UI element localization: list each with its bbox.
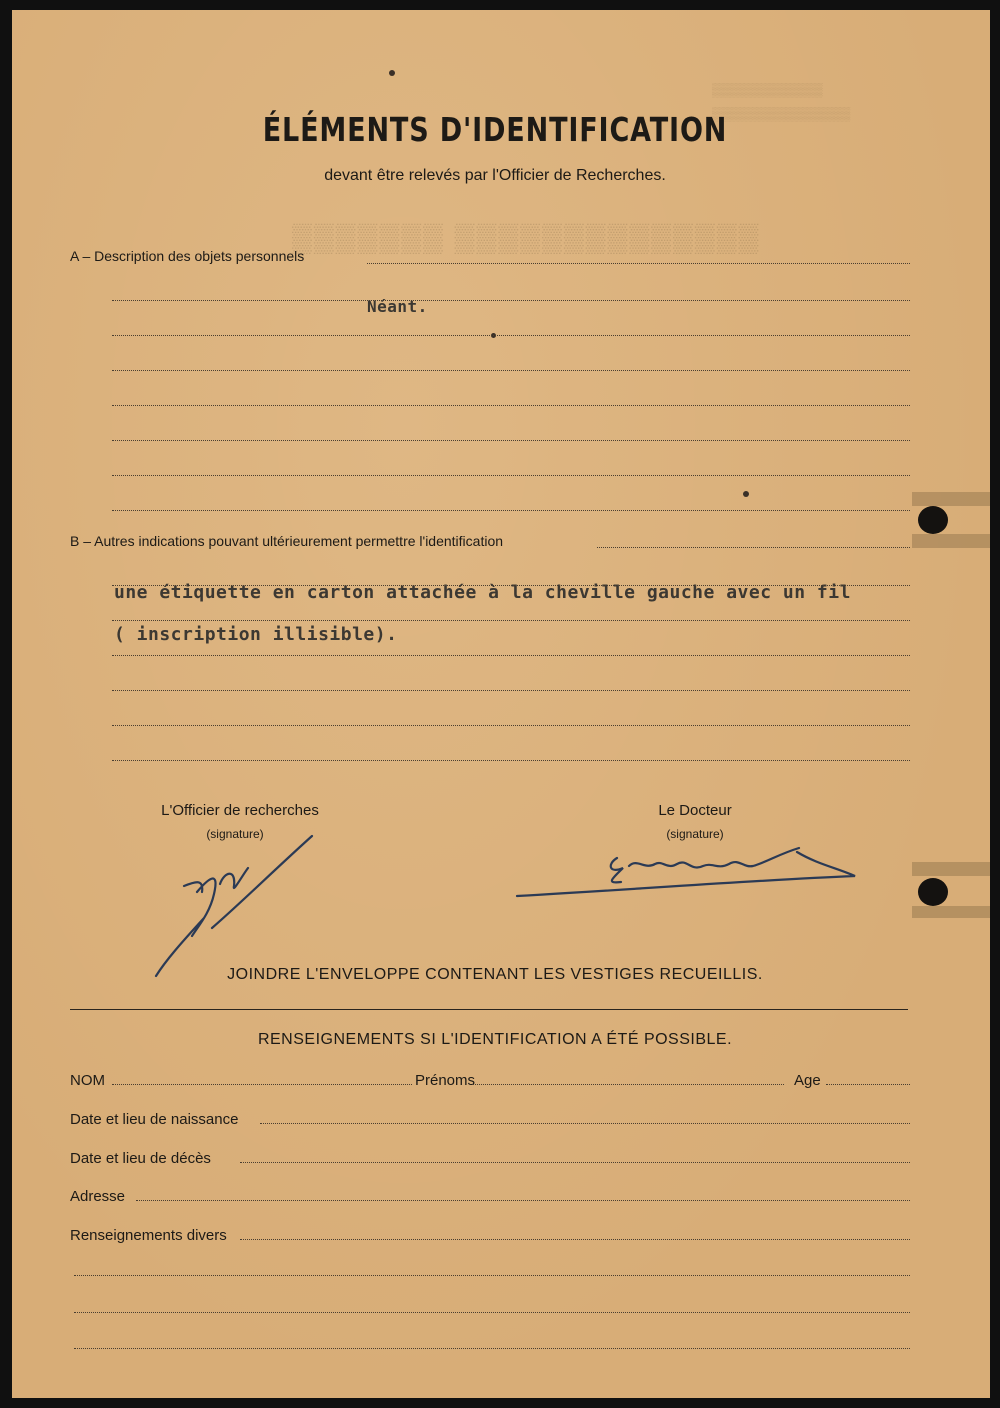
section-a-line xyxy=(112,440,910,441)
section-a-line xyxy=(112,335,910,336)
birth-label: Date et lieu de naissance xyxy=(70,1111,239,1128)
ink-speck xyxy=(389,70,395,76)
enclosure-instruction: JOINDRE L'ENVELOPPE CONTENANT LES VESTIGES RECUEILLIS. xyxy=(227,966,763,983)
tape-strip xyxy=(912,862,990,876)
section-a-line xyxy=(112,510,910,511)
prenoms-line xyxy=(472,1084,784,1085)
misc-line xyxy=(74,1348,910,1349)
bleed-through-text: ▒▒▒▒▒▒▒▒▒▒▒▒▒▒▒ xyxy=(712,106,851,121)
address-label: Adresse xyxy=(70,1188,126,1205)
misc-line xyxy=(74,1275,910,1276)
section-a-label: A – Description des objets personnels xyxy=(70,248,305,264)
section-a-typed-entry: Néant. xyxy=(367,297,428,316)
misc-line xyxy=(240,1239,910,1240)
nom-line xyxy=(112,1084,412,1085)
death-line xyxy=(240,1162,910,1163)
officer-signature-note: (signature) xyxy=(206,827,264,841)
misc-label: Renseignements divers xyxy=(70,1227,227,1244)
officer-caption: L'Officier de recherches xyxy=(161,802,319,819)
identification-form xyxy=(12,10,990,1398)
section-b-line xyxy=(112,655,910,656)
section-b-typed-line-2: ( inscription illisible). xyxy=(114,624,398,645)
section-b-label: B – Autres indications pouvant ultérieurement permettre l'identification xyxy=(70,533,504,549)
bleed-through-text: ▒▒▒▒▒▒▒ ▒▒▒▒▒▒▒▒▒▒▒▒▒▒ xyxy=(292,222,761,253)
section-a-line xyxy=(367,263,910,264)
age-label: Age xyxy=(794,1072,821,1089)
birth-line xyxy=(260,1123,910,1124)
tape-strip xyxy=(912,906,990,918)
punch-hole xyxy=(918,878,948,906)
tape-strip xyxy=(912,534,990,548)
section-divider xyxy=(70,1009,908,1010)
identification-info-heading: RENSEIGNEMENTS SI L'IDENTIFICATION A ÉTÉ POSSIBLE. xyxy=(257,1031,733,1048)
section-a-line xyxy=(112,475,910,476)
doctor-signature xyxy=(517,844,877,914)
death-label: Date et lieu de décès xyxy=(70,1150,211,1167)
section-b-line xyxy=(112,620,910,621)
doctor-caption: Le Docteur xyxy=(658,802,732,819)
section-b-line xyxy=(597,547,910,548)
ink-speck xyxy=(743,491,749,497)
punch-hole xyxy=(918,506,948,534)
page-subtitle: devant être relevés par l'Officier de Recherches. xyxy=(324,167,666,184)
age-line xyxy=(826,1084,910,1085)
misc-line xyxy=(74,1312,910,1313)
section-b-line xyxy=(112,760,910,761)
bleed-through-text: ▒▒▒▒▒▒▒▒▒▒▒▒ xyxy=(712,82,823,97)
section-b-typed-line-1: une étiquette en carton attachée à la cheville gauche avec un fil xyxy=(114,582,851,603)
officer-signature xyxy=(152,832,352,972)
section-a-line xyxy=(112,405,910,406)
prenoms-label: Prénoms xyxy=(415,1072,476,1089)
tape-strip xyxy=(912,492,990,506)
section-b-line xyxy=(112,690,910,691)
section-b-line xyxy=(112,725,910,726)
section-b-line xyxy=(112,585,910,586)
address-line xyxy=(136,1200,910,1201)
section-a-line xyxy=(112,370,910,371)
doctor-signature-note: (signature) xyxy=(666,827,724,841)
nom-label: NOM xyxy=(70,1072,105,1089)
page-title: ÉLÉMENTS D'IDENTIFICATION xyxy=(262,110,728,149)
section-a-line xyxy=(112,300,910,301)
